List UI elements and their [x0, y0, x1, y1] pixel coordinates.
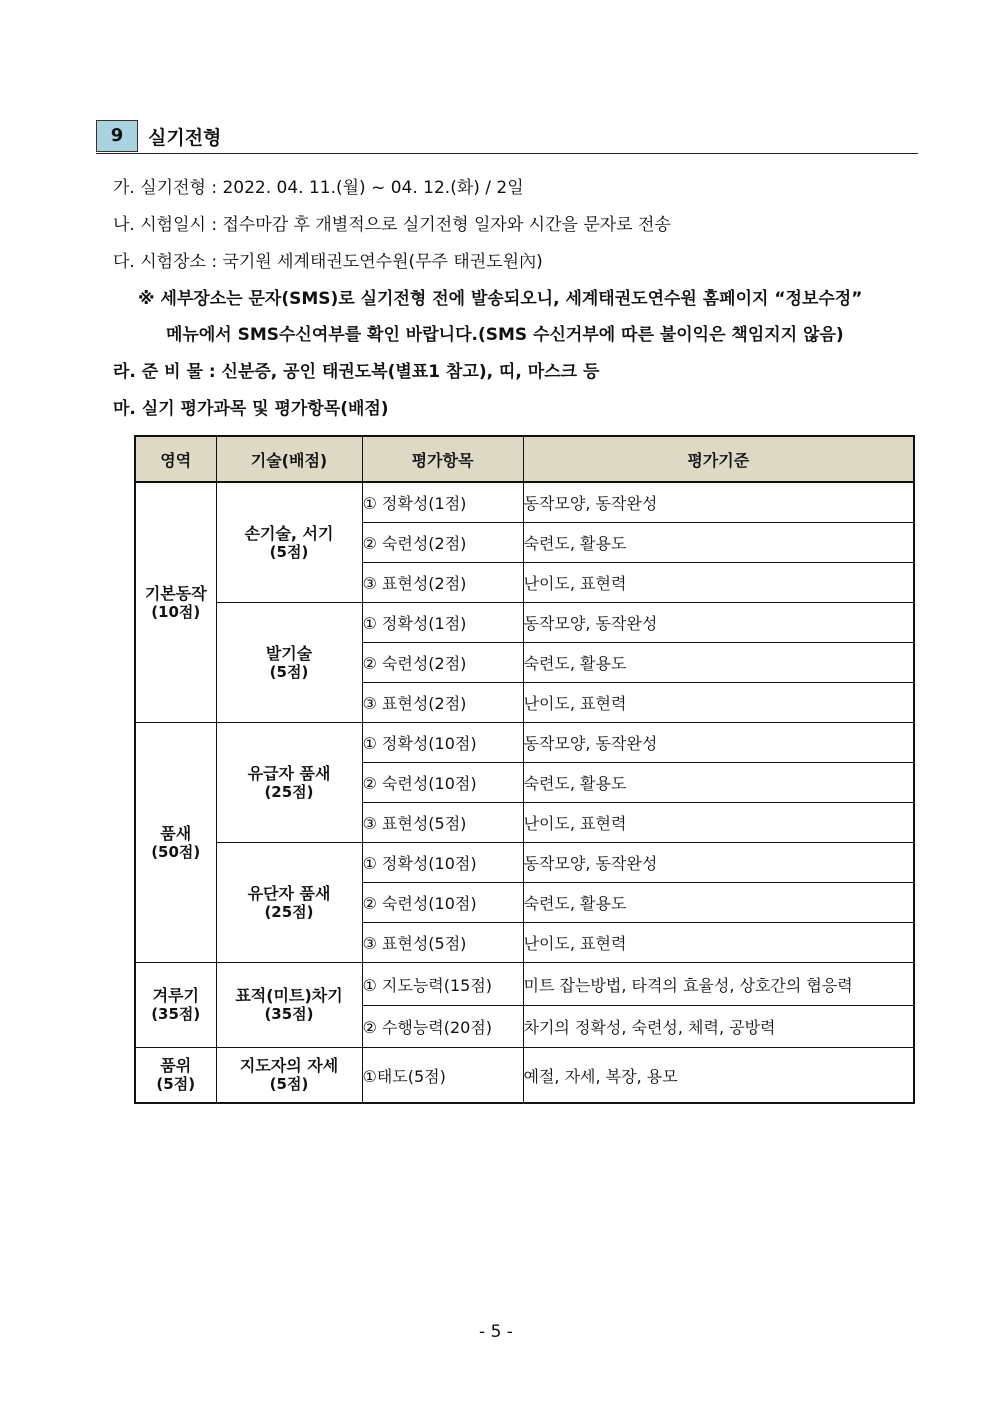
criteria-cell: 예절, 자세, 복장, 용모: [523, 1048, 914, 1104]
item-cell: ① 정확성(10점): [362, 723, 523, 763]
criteria-cell: 동작모양, 동작완성: [523, 843, 914, 883]
header-criteria: 평가기준: [523, 436, 914, 482]
exam-period-line: 가. 실기전형 : 2022. 04. 11.(월) ~ 04. 12.(화) / 2일: [113, 178, 524, 198]
header-area: 영역: [135, 436, 216, 482]
exam-location-line: 다. 시험장소 : 국기원 세계태권도연수원(무주 태권도원內): [113, 252, 543, 272]
notice-line-1: ※ 세부장소는 문자(SMS)로 실기전형 전에 발송되오니, 세계태권도연수원 홈페이지 “정보수정”: [138, 289, 863, 309]
evaluation-heading: 마. 실기 평가과목 및 평가항목(배점): [113, 399, 389, 419]
header-item: 평가항목: [362, 436, 523, 482]
item-cell: ① 지도능력(15점): [362, 963, 523, 1006]
area-name: 품위: [160, 1056, 192, 1075]
area-score: (50점): [151, 842, 201, 861]
skill-score: (25점): [264, 782, 314, 801]
skill-name: 발기술: [265, 643, 313, 663]
item-cell: ① 정확성(1점): [362, 603, 523, 643]
skill-score: (35점): [264, 1005, 314, 1023]
section-title: 실기전형: [148, 127, 222, 149]
table-row: [135, 1048, 914, 1104]
item-cell: ③ 표현성(5점): [362, 923, 523, 963]
section-number: 9: [96, 120, 138, 152]
area-cell: [135, 482, 216, 723]
area-score: (5점): [156, 1075, 196, 1093]
skill-cell: [216, 963, 362, 1048]
item-cell: ③ 표현성(2점): [362, 683, 523, 723]
exam-date-line: 나. 시험일시 : 접수마감 후 개별적으로 실기전형 일자와 시간을 문자로 전송: [113, 215, 671, 235]
header-skill: 기술(배점): [216, 436, 362, 482]
criteria-cell: 동작모양, 동작완성: [523, 603, 914, 643]
skill-score: (5점): [269, 662, 309, 681]
skill-cell: [216, 1048, 362, 1104]
area-cell: [135, 1048, 216, 1104]
skill-cell: [216, 482, 362, 603]
criteria-cell: 차기의 정확성, 숙련성, 체력, 공방력: [523, 1006, 914, 1048]
skill-name: 표적(미트)차기: [235, 986, 343, 1005]
section-header: [96, 120, 918, 154]
item-cell: ② 숙련성(10점): [362, 883, 523, 923]
skill-cell: [216, 723, 362, 843]
item-cell: ② 숙련성(10점): [362, 763, 523, 803]
table-row: [135, 482, 914, 523]
area-score: (10점): [151, 602, 201, 621]
criteria-cell: 미트 잡는방법, 타격의 효율성, 상호간의 협응력: [523, 963, 914, 1006]
table-row: [135, 603, 914, 643]
item-cell: ③ 표현성(2점): [362, 563, 523, 603]
area-name: 기본동작: [144, 583, 207, 603]
criteria-cell: 동작모양, 동작완성: [523, 723, 914, 763]
skill-score: (25점): [264, 902, 314, 921]
item-cell: ① 정확성(1점): [362, 482, 523, 523]
item-cell: ① 정확성(10점): [362, 843, 523, 883]
item-cell: ③ 표현성(5점): [362, 803, 523, 843]
item-cell: ② 수행능력(20점): [362, 1006, 523, 1048]
table-row: [135, 723, 914, 763]
skill-score: (5점): [269, 1075, 309, 1093]
skill-name: 지도자의 자세: [239, 1056, 339, 1075]
skill-name: 유급자 품새: [247, 763, 331, 783]
area-name: 겨루기: [152, 986, 199, 1005]
table-row: [135, 843, 914, 883]
criteria-cell: 난이도, 표현력: [523, 923, 914, 963]
skill-cell: [216, 603, 362, 723]
criteria-cell: 난이도, 표현력: [523, 803, 914, 843]
skill-name: 손기술, 서기: [244, 523, 334, 543]
table-row: [135, 963, 914, 1006]
notice-line-2: 메뉴에서 SMS수신여부를 확인 바랍니다.(SMS 수신거부에 따른 불이익은 책임지지 않음): [166, 325, 844, 345]
evaluation-table: [134, 435, 915, 1104]
area-name: 품새: [160, 823, 192, 843]
table-header-row: [135, 436, 914, 482]
page-number: - 5 -: [479, 1322, 513, 1342]
criteria-cell: 숙련도, 활용도: [523, 643, 914, 683]
skill-score: (5점): [269, 542, 309, 561]
area-cell: [135, 723, 216, 963]
criteria-cell: 난이도, 표현력: [523, 563, 914, 603]
skill-cell: [216, 843, 362, 963]
criteria-cell: 난이도, 표현력: [523, 683, 914, 723]
criteria-cell: 숙련도, 활용도: [523, 883, 914, 923]
criteria-cell: 동작모양, 동작완성: [523, 482, 914, 523]
item-cell: ② 숙련성(2점): [362, 523, 523, 563]
criteria-cell: 숙련도, 활용도: [523, 523, 914, 563]
area-cell: [135, 963, 216, 1048]
criteria-cell: 숙련도, 활용도: [523, 763, 914, 803]
item-cell: ② 숙련성(2점): [362, 643, 523, 683]
supplies-line: 라. 준 비 물 : 신분증, 공인 태권도복(별표1 참고), 띠, 마스크 등: [113, 362, 600, 382]
area-score: (35점): [151, 1005, 201, 1023]
skill-name: 유단자 품새: [247, 883, 331, 903]
item-cell: ①태도(5점): [362, 1048, 523, 1104]
